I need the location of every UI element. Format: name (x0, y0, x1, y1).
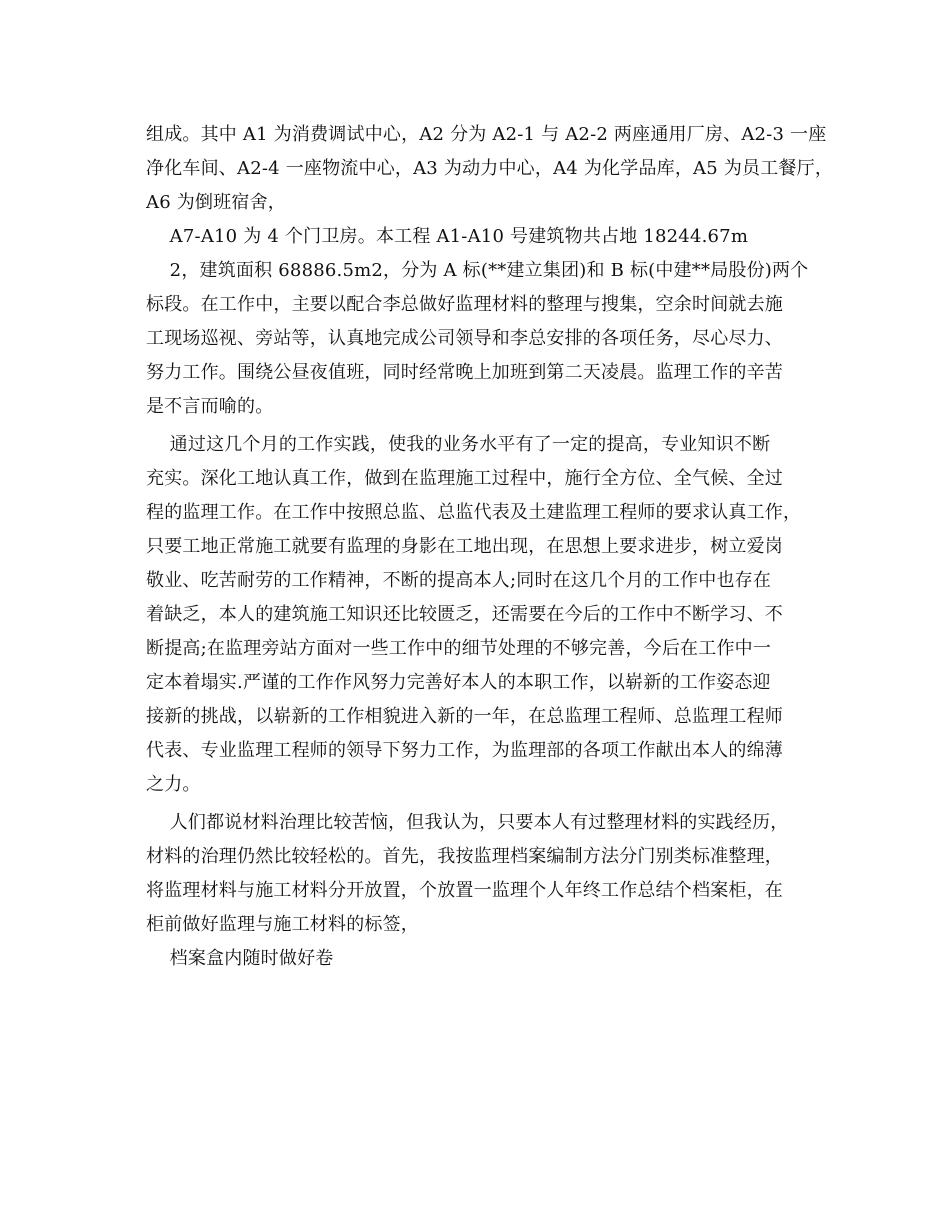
text-line: 努力工作。围绕公昼夜值班，同时经常晚上加班到第二天凌晨。监理工作的辛苦 (146, 362, 783, 383)
text-line: 断提高;在监理旁站方面对一些工作中的细节处理的不够完善，今后在工作中一 (146, 638, 772, 659)
text-line: 材料的治理仍然比较轻松的。首先，我按监理档案编制方法分门别类标准整理， (146, 846, 783, 867)
text-line: 柜前做好监理与施工材料的标签， (146, 914, 419, 935)
text-line: 组成。其中 A1 为消费调试中心，A2 分为 A2-1 与 A2-2 两座通用厂房、A2-3 一座 (146, 124, 827, 145)
text-line: 只要工地正常施工就要有监理的身影在工地出现，在思想上要求进步，树立爱岗 (146, 536, 783, 557)
text-line: 是不言而喻的。 (146, 396, 274, 417)
text-line: 标段。在工作中，主要以配合李总做好监理材料的整理与搜集，空余时间就去施 (146, 294, 783, 315)
text-line: 人们都说材料治理比较苦恼，但我认为，只要本人有过整理材料的实践经历， (146, 812, 789, 833)
text-line: A7-A10 为 4 个门卫房。本工程 A1-A10 号建筑物共占地 18244.67m (146, 226, 749, 247)
text-line: 程的监理工作。在工作中按照总监、总监代表及土建监理工程师的要求认真工作， (146, 502, 802, 523)
text-line: 档案盒内随时做好卷 (146, 948, 334, 969)
text-line: 着缺乏，本人的建筑施工知识还比较匮乏，还需要在今后的工作中不断学习、不 (146, 604, 783, 625)
text-line: 将监理材料与施工材料分开放置，个放置一监理个人年终工作总结个档案柜，在 (146, 880, 783, 901)
text-line: 工现场巡视、旁站等，认真地完成公司领导和李总安排的各项任务，尽心尽力、 (146, 328, 783, 349)
document-body (146, 118, 834, 976)
text-line: 充实。深化工地认真工作，做到在监理施工过程中，施行全方位、全气候、全过 (146, 468, 783, 489)
text-line: 2，建筑面积 68886.5m2，分为 A 标(**建立集团)和 B 标(中建**局股份)两个 (146, 260, 809, 281)
text-line: 通过这几个月的工作实践，使我的业务水平有了一定的提高，专业知识不断 (146, 434, 771, 455)
text-line: A6 为倒班宿舍， (146, 192, 286, 213)
text-line: 之力。 (146, 774, 201, 795)
text-line: 代表、专业监理工程师的领导下努力工作，为监理部的各项工作献出本人的绵薄 (146, 740, 783, 761)
text-line: 敬业、吃苦耐劳的工作精神，不断的提高本人;同时在这几个月的工作中也存在 (146, 570, 772, 591)
text-line: 定本着塌实.严谨的工作作风努力完善好本人的本职工作，以崭新的工作姿态迎 (146, 672, 771, 693)
text-line: 接新的挑战，以崭新的工作相貌进入新的一年，在总监理工程师、总监理工程师 (146, 706, 783, 727)
text-line: 净化车间、A2-4 一座物流中心，A3 为动力中心，A4 为化学品库，A5 为员工餐厅， (146, 158, 834, 179)
